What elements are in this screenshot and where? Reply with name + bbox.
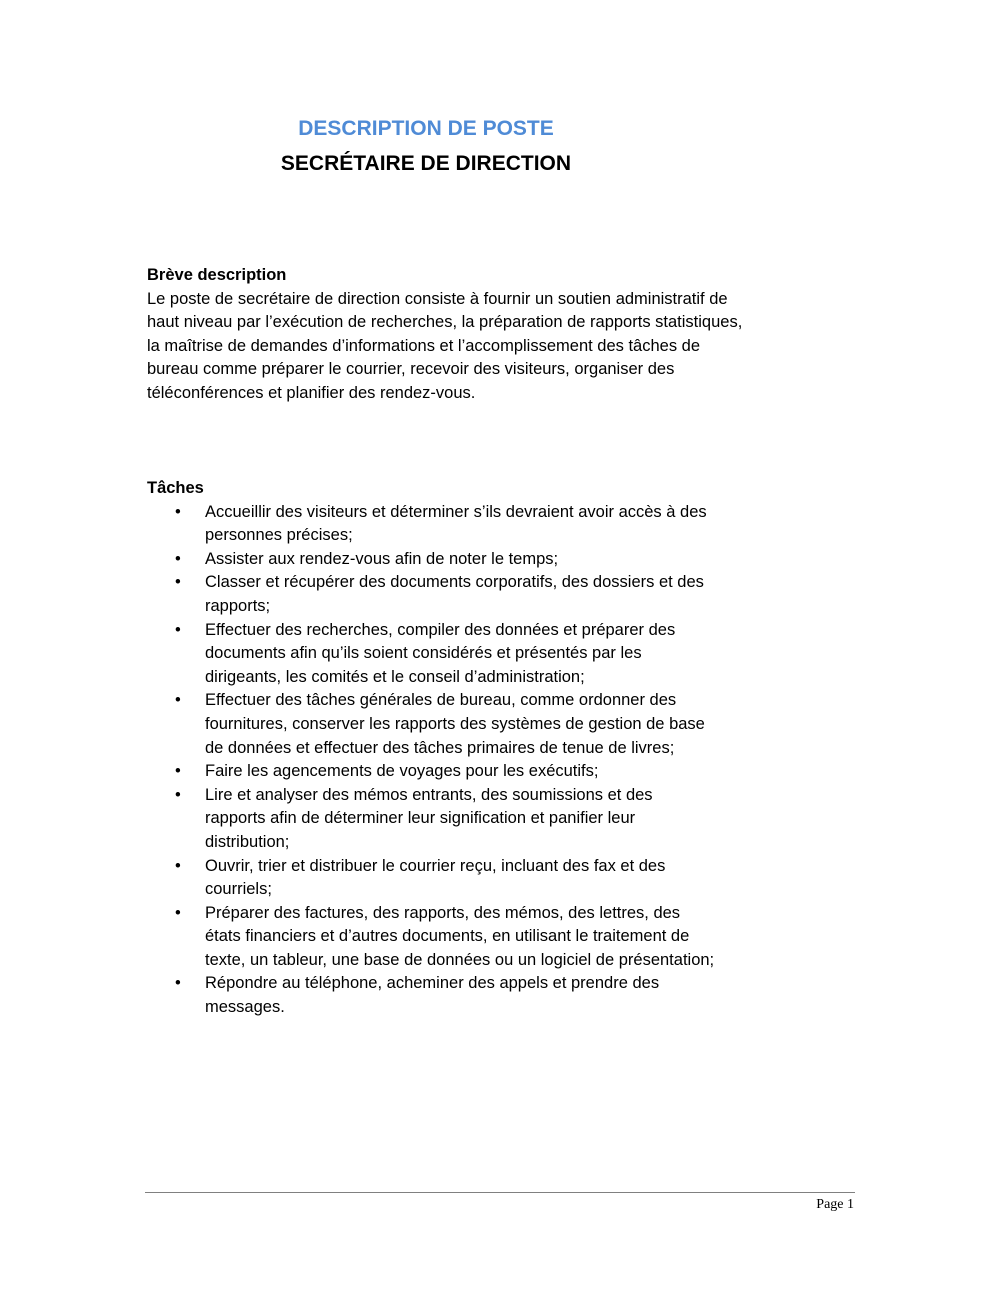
brief-description-heading: Brève description — [147, 266, 287, 284]
brief-description-body: Le poste de secrétaire de direction consiste à fournir un soutien administratif de haut niveau par l’exécution de recherches, la préparation de rapports statistiques, la maîtrise de demandes d’informations et l’accomplissement des tâches de bureau comme préparer le courrier, recevoir des visiteurs, organiser des téléconférences et planifier des rendez-vous. — [147, 289, 743, 402]
bullet-icon: • — [175, 974, 181, 993]
task-text: Faire les agencements de voyages pour les exécutifs; — [205, 762, 599, 781]
bullet-icon: • — [175, 502, 181, 521]
bullet-icon: • — [175, 573, 181, 592]
bullet-icon: • — [175, 785, 181, 804]
document-subtitle: SECRÉTAIRE DE DIRECTION — [280, 152, 572, 175]
list-item — [147, 548, 715, 572]
list-item — [147, 619, 715, 690]
tasks-section — [147, 477, 747, 1020]
bullet-icon: • — [175, 903, 181, 922]
bullet-icon: • — [175, 762, 181, 781]
tasks-list — [147, 501, 747, 1020]
task-text: Répondre au téléphone, acheminer des appels et prendre des messages. — [205, 974, 660, 1017]
task-text: Classer et récupérer des documents corporatifs, des dossiers et des rapports; — [205, 573, 704, 615]
page-number: Page 1 — [816, 1197, 854, 1212]
task-text: Assister aux rendez-vous afin de noter le temps; — [205, 549, 559, 568]
list-item — [147, 760, 715, 784]
list-item — [147, 902, 715, 973]
bullet-icon: • — [175, 856, 181, 875]
brief-description-section — [147, 264, 747, 406]
task-text: Effectuer des tâches générales de bureau, comme ordonner des fournitures, conserver les rapports des systèmes de gestion de base de données et effectuer des tâches primaires de tenue de livres; — [205, 691, 705, 757]
list-item — [147, 784, 715, 855]
document-title: DESCRIPTION DE POSTE — [298, 117, 554, 140]
task-text: Lire et analyser des mémos entrants, des soumissions et des rapports afin de déterminer leur signification et panifier leur distribution; — [205, 785, 653, 851]
list-item — [147, 689, 715, 760]
bullet-icon: • — [175, 549, 181, 568]
list-item — [147, 972, 715, 1019]
bullet-icon: • — [175, 620, 181, 639]
list-item — [147, 855, 715, 902]
footer-divider — [145, 1192, 855, 1193]
tasks-heading: Tâches — [147, 479, 204, 497]
list-item — [147, 571, 715, 618]
task-text: Accueillir des visiteurs et déterminer s’ils devraient avoir accès à des personnes précises; — [205, 502, 707, 545]
task-text: Effectuer des recherches, compiler des données et préparer des documents afin qu’ils soient considérés et présentés par les dirigeants, les comités et le conseil d’administration; — [205, 620, 676, 686]
task-text: Préparer des factures, des rapports, des mémos, des lettres, des états financiers et d’autres documents, en utilisant le traitement de texte, un tableur, une base de données ou un logiciel de présentation; — [205, 903, 715, 969]
list-item — [147, 501, 715, 548]
bullet-icon: • — [175, 691, 181, 710]
task-text: Ouvrir, trier et distribuer le courrier reçu, incluant des fax et des courriels; — [205, 856, 666, 899]
